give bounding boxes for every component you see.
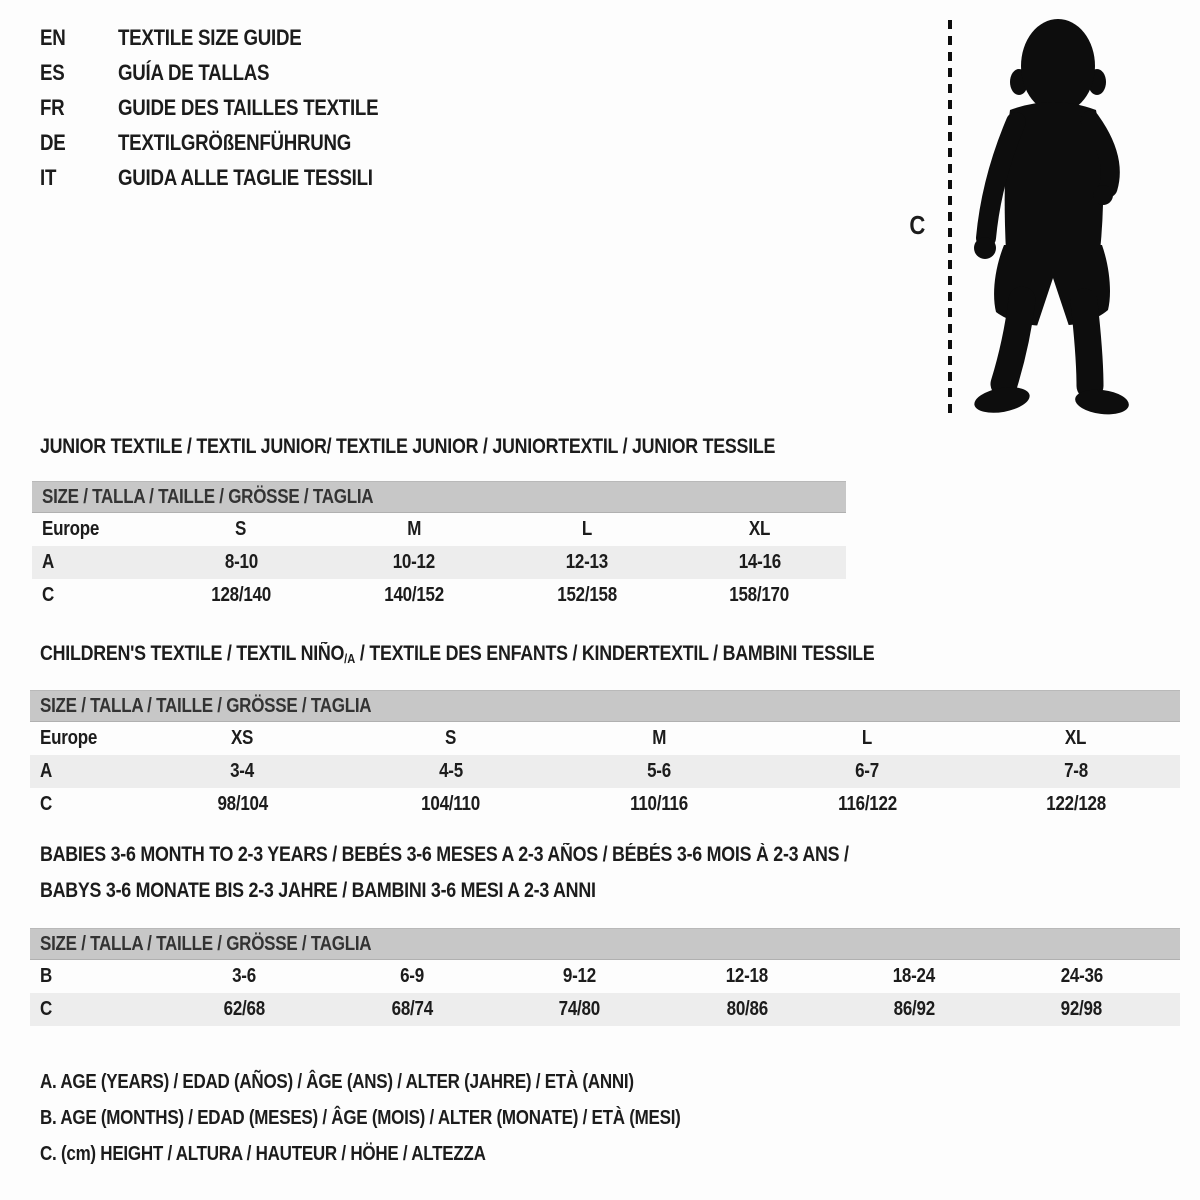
row-label: Europe <box>40 727 98 749</box>
legend-line-a: A. AGE (YEARS) / EDAD (AÑOS) / ÂGE (ANS) / ALTER (JAHRE) / ETÀ (ANNI) <box>40 1071 634 1093</box>
babies-size-table <box>30 928 1180 1026</box>
size-header-bar: SIZE / TALLA / TAILLE / GRÖSSE / TAGLIA <box>32 481 846 513</box>
guide-title: GUIDA ALLE TAGLIE TESSILI <box>118 165 373 190</box>
table-row-height <box>30 993 1180 1026</box>
lang-row-en <box>40 20 424 55</box>
lang-row-fr <box>40 90 424 125</box>
height-cell: 140/152 <box>384 584 444 606</box>
table-row-europe <box>32 513 846 546</box>
toddler-silhouette-image <box>962 10 1144 415</box>
age-cell: 10-12 <box>392 551 435 573</box>
lang-code: IT <box>40 165 57 190</box>
age-cell: 3-4 <box>230 760 255 782</box>
months-cell: 24-36 <box>1060 965 1103 987</box>
legend-line-b: B. AGE (MONTHS) / EDAD (MESES) / ÂGE (MOIS) / ALTER (MONATE) / ETÀ (MESI) <box>40 1107 681 1129</box>
size-cell: XL <box>1065 727 1087 749</box>
table-row-height <box>32 579 846 612</box>
section-title-children: CHILDREN'S TEXTILE / TEXTIL NIÑO/A / TEXTILE DES ENFANTS / KINDERTEXTIL / BAMBINI TESSILE <box>40 642 875 666</box>
height-cell: 116/122 <box>838 793 897 815</box>
height-cell: 158/170 <box>729 584 790 606</box>
size-cell: L <box>862 727 873 749</box>
lang-code: DE <box>40 130 66 155</box>
children-size-table <box>30 690 1180 821</box>
junior-size-table <box>32 481 846 612</box>
lang-code: FR <box>40 95 65 120</box>
age-cell: 5-6 <box>647 760 671 782</box>
language-title-list <box>40 20 424 195</box>
size-cell: XL <box>748 518 771 540</box>
row-label: C <box>40 998 53 1020</box>
months-cell: 12-18 <box>725 965 768 987</box>
lang-row-es <box>40 55 424 90</box>
row-label: Europe <box>42 518 100 540</box>
row-label: C <box>42 584 55 606</box>
lang-row-de <box>40 125 424 160</box>
guide-title: TEXTILE SIZE GUIDE <box>118 25 302 50</box>
subscript-nino-a: /A <box>344 651 356 666</box>
table-row-age <box>30 755 1180 788</box>
height-cell: 152/158 <box>556 584 617 606</box>
row-label: A <box>40 760 53 782</box>
size-cell: XS <box>231 727 254 749</box>
size-cell: M <box>652 727 666 749</box>
section-title-junior: JUNIOR TEXTILE / TEXTIL JUNIOR/ TEXTILE JUNIOR / JUNIORTEXTIL / JUNIOR TESSILE <box>40 435 776 458</box>
height-cell: 104/110 <box>421 793 480 815</box>
guide-title: GUIDE DES TAILLES TEXTILE <box>118 95 379 120</box>
size-header-bar: SIZE / TALLA / TAILLE / GRÖSSE / TAGLIA <box>30 928 1180 960</box>
age-cell: 14-16 <box>738 551 781 573</box>
age-cell: 4-5 <box>438 760 463 782</box>
months-cell: 3-6 <box>232 965 257 987</box>
measurement-legend <box>40 1064 794 1172</box>
height-measure-dashed-line <box>948 20 952 418</box>
age-cell: 8-10 <box>224 551 258 573</box>
table-row-months <box>30 960 1180 993</box>
age-cell: 7-8 <box>1063 760 1088 782</box>
size-cell: S <box>235 518 247 540</box>
row-label: C <box>40 793 53 815</box>
size-cell: L <box>581 518 592 540</box>
lang-code: EN <box>40 25 66 50</box>
height-cell: 128/140 <box>211 584 271 606</box>
table-row-height <box>30 788 1180 821</box>
row-label: A <box>42 551 55 573</box>
table-row-age <box>32 546 846 579</box>
height-cell: 86/92 <box>893 998 935 1020</box>
height-cell: 74/80 <box>558 998 600 1020</box>
size-cell: S <box>445 727 457 749</box>
months-cell: 6-9 <box>399 965 424 987</box>
months-cell: 18-24 <box>893 965 936 987</box>
age-cell: 12-13 <box>565 551 608 573</box>
legend-line-c: C. (cm) HEIGHT / ALTURA / HAUTEUR / HÖHE / ALTEZZA <box>40 1143 486 1165</box>
size-cell: M <box>406 518 421 540</box>
table-row-europe <box>30 722 1180 755</box>
guide-title: TEXTILGRÖßENFÜHRUNG <box>118 130 352 155</box>
height-cell: 62/68 <box>223 998 266 1020</box>
months-cell: 9-12 <box>562 965 596 987</box>
figure-height-label: C <box>909 210 926 240</box>
lang-code: ES <box>40 60 65 85</box>
row-label: B <box>40 965 53 987</box>
height-cell: 92/98 <box>1061 998 1103 1020</box>
age-cell: 6-7 <box>855 760 880 782</box>
height-cell: 98/104 <box>216 793 268 815</box>
height-cell: 80/86 <box>726 998 768 1020</box>
height-cell: 68/74 <box>391 998 433 1020</box>
section-title-babies-line1: BABIES 3-6 MONTH TO 2-3 YEARS / BEBÉS 3-6 MESES A 2-3 AÑOS / BÉBÉS 3-6 MOIS À 2-3 ANS / <box>40 843 849 866</box>
size-header-bar: SIZE / TALLA / TAILLE / GRÖSSE / TAGLIA <box>30 690 1180 722</box>
section-title-babies-line2: BABYS 3-6 MONATE BIS 2-3 JAHRE / BAMBINI 3-6 MESI A 2-3 ANNI <box>40 879 596 902</box>
height-cell: 110/116 <box>630 793 688 815</box>
height-cell: 122/128 <box>1045 793 1106 815</box>
guide-title: GUÍA DE TALLAS <box>118 60 270 85</box>
lang-row-it <box>40 160 424 195</box>
